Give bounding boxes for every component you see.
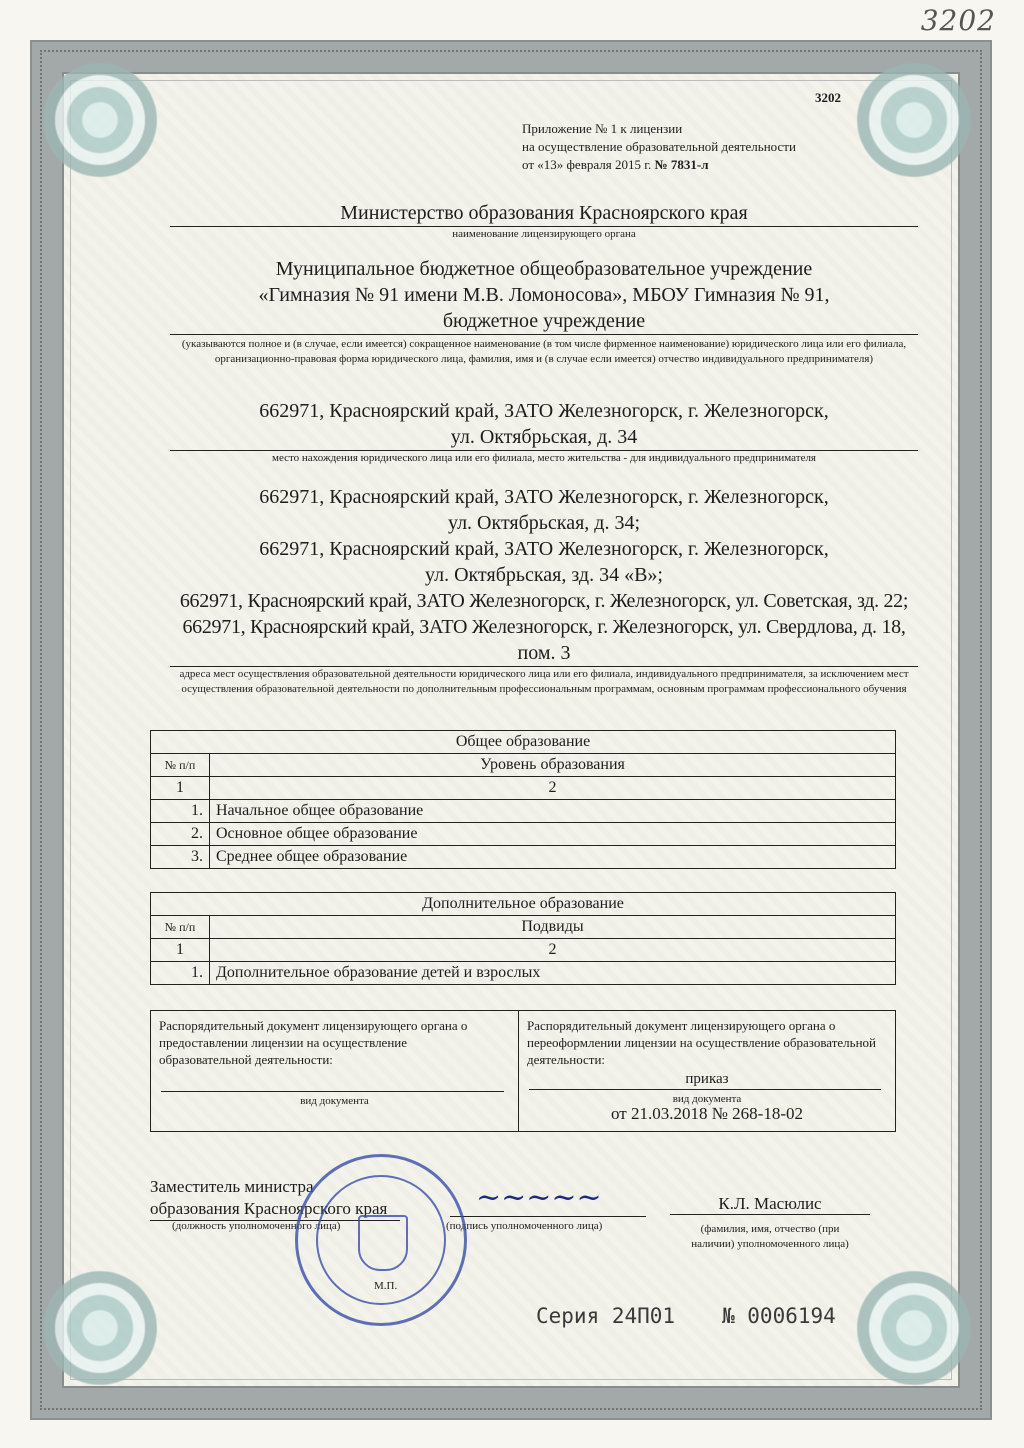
issuance-document-line [161, 1091, 504, 1092]
address-line: ул. Октябрьская, зд. 34 «В»; [425, 564, 663, 586]
column-index: 1 [151, 777, 210, 800]
address-line: 662971, Красноярский край, ЗАТО Железногорск, г. Железногорск, [259, 486, 829, 508]
row-number: 1. [151, 962, 210, 985]
column-header-level: Уровень образования [210, 754, 896, 777]
address-line: ул. Октябрьская, д. 34; [447, 512, 641, 534]
form-number: № 0006194 [722, 1304, 836, 1328]
row-number: 3. [151, 846, 210, 869]
official-seal-icon [295, 1154, 467, 1326]
additional-education-table [150, 892, 896, 985]
column-header-number: № п/п [151, 754, 210, 777]
corner-ornament-icon [854, 60, 974, 180]
table-title: Общее образование [151, 731, 896, 754]
reissue-document-caption: вид документа [672, 1093, 742, 1105]
signature-line [450, 1216, 646, 1217]
organization-caption: (указываются полное и (в случае, если имеется) сокращенное наименование (в том числе фирменное наименование) юридического лица или его филиала, организационно-правовая форма юридического лица, фамилия, имя и (в случае если имеется) отчество индивидуального предпринимателя) [181, 338, 907, 365]
official-post-caption: (должность уполномоченного лица) [172, 1220, 341, 1232]
handwritten-number: 3202 [920, 4, 996, 37]
addresses-block [170, 484, 918, 697]
column-header-subtypes: Подвиды [210, 916, 896, 939]
organization-line-3: бюджетное учреждение [170, 308, 918, 335]
location-caption: место нахождения юридического лица или его филиала, место жительства - для индивидуального предпринимателя [271, 452, 816, 464]
signature-caption: (подпись уполномоченного лица) [446, 1220, 603, 1232]
row-number: 2. [151, 823, 210, 846]
education-subtype: Дополнительное образование детей и взрослых [210, 962, 896, 985]
column-index: 2 [210, 939, 896, 962]
address-line: 662971, Красноярский край, ЗАТО Железногорск, г. Железногорск, ул. Свердлова, д. 18, [182, 616, 906, 638]
column-index: 2 [210, 777, 896, 800]
coat-of-arms-icon [358, 1215, 408, 1271]
official-name: К.Л. Масюлис [670, 1194, 870, 1215]
organization-block [170, 256, 918, 367]
addresses-caption: адреса мест осуществления образовательной деятельности юридического лица или его филиала, индивидуального предпринимателя, за исключением мест осуществления образовательной деятельности по дополнительным профессиональным программам, основным программам профессионального обучения [179, 668, 909, 695]
issuance-document-caption: вид документа [300, 1095, 369, 1107]
location-line-2: ул. Октябрьская, д. 34 [170, 424, 918, 451]
reissue-document-line [529, 1089, 881, 1090]
general-education-table [150, 730, 896, 869]
column-index: 1 [151, 939, 210, 962]
education-level: Начальное общее образование [210, 800, 896, 823]
annex-line-2: на осуществление образовательной деятельности [522, 139, 796, 154]
education-level: Основное общее образование [210, 823, 896, 846]
license-number: № 7831-л [654, 157, 709, 172]
address-line: 662971, Красноярский край, ЗАТО Железногорск, г. Железногорск, [259, 538, 829, 560]
organization-line-2: «Гимназия № 91 имени М.В. Ломоносова», МБОУ Гимназия № 91, [258, 284, 830, 306]
stamp-place-label: М.П. [374, 1280, 398, 1292]
document-number: 3202 [815, 90, 841, 105]
location-line-1: 662971, Красноярский край, ЗАТО Железногорск, г. Железногорск, [259, 400, 829, 422]
location-block [170, 398, 918, 466]
annex-line-1: Приложение № 1 к лицензии [522, 121, 683, 136]
row-number: 1. [151, 800, 210, 823]
annex-header [522, 120, 796, 174]
table-title: Дополнительное образование [151, 893, 896, 916]
reissue-document [518, 1011, 895, 1131]
authority-caption: наименование лицензирующего органа [452, 228, 636, 240]
address-line: 662971, Красноярский край, ЗАТО Железногорск, г. Железногорск, ул. Советская, зд. 22; [179, 590, 909, 612]
reissue-document-type: приказ [685, 1071, 729, 1087]
authority-name: Министерство образования Красноярского края [170, 200, 918, 227]
authority-block [170, 200, 918, 242]
table-row [151, 823, 896, 846]
table-row [151, 800, 896, 823]
official-post-line-2: образования Красноярского края [150, 1198, 400, 1221]
corner-ornament-icon [40, 60, 160, 180]
issuance-document-text: Распорядительный документ лицензирующего органа о предоставлении лицензии на осуществление образовательной деятельности: [159, 1018, 468, 1067]
column-header-number: № п/п [151, 916, 210, 939]
table-row [151, 846, 896, 869]
reissue-document-date: от 21.03.2018 № 268-18-02 [611, 1104, 803, 1123]
administrative-documents [150, 1010, 896, 1132]
reissue-document-text: Распорядительный документ лицензирующего органа о переоформлении лицензии на осуществление образовательной деятельности: [527, 1018, 876, 1067]
official-name-caption: (фамилия, имя, отчество (при наличии) уполномоченного лица) [691, 1223, 849, 1250]
form-series: Серия 24П01 [536, 1304, 676, 1328]
address-line: пом. 3 [170, 640, 918, 667]
official-post-line-1: Заместитель министра [150, 1177, 314, 1196]
corner-ornament-icon [40, 1268, 160, 1388]
annex-line-3: от «13» февраля 2015 г. № 7831-л [522, 157, 709, 172]
handwritten-signature-icon: ~~~~~ [476, 1180, 602, 1215]
table-row [151, 962, 896, 985]
education-level: Среднее общее образование [210, 846, 896, 869]
organization-line-1: Муниципальное бюджетное общеобразовательное учреждение [275, 258, 813, 280]
issuance-document [151, 1011, 518, 1131]
